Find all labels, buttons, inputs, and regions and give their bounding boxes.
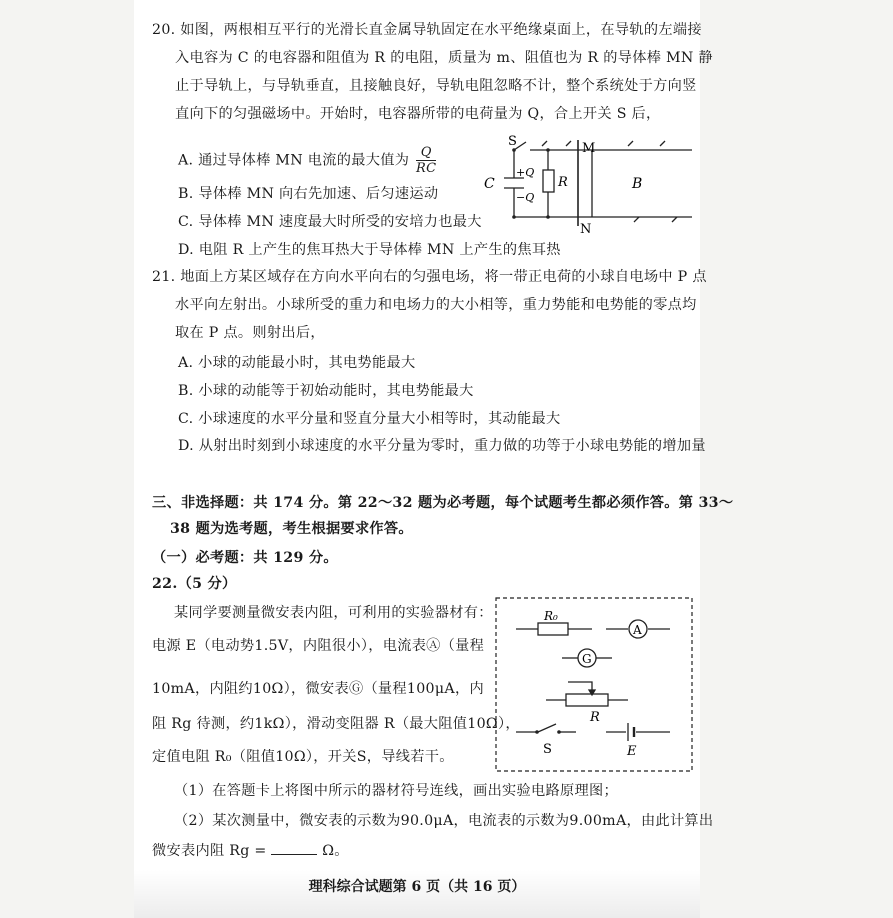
q22-line-5: 定值电阻 R₀（阻值10Ω），开关S，导线若干。	[152, 749, 454, 765]
q20-label-m: M	[582, 141, 596, 156]
q22-part-3-suffix: Ω。	[322, 843, 349, 859]
q22-part-3-prefix: 微安表内阻 Rg =	[152, 843, 267, 859]
q22-part-3	[152, 842, 349, 860]
q20-fraction-numerator: Q	[416, 145, 436, 161]
q22-label-r0: R₀	[544, 609, 558, 623]
q20-label-c: C	[484, 176, 495, 192]
q22-label-s: S	[543, 742, 552, 757]
page-footer: 理科综合试题第 6 页（共 16 页）	[308, 879, 526, 895]
q21-option-a: A. 小球的动能最小时，其电势能最大	[178, 355, 416, 371]
q20-option-a-text: A. 通过导体棒 MN 电流的最大值为	[178, 152, 410, 169]
q20-line-3: 止于导轨上，与导轨垂直，且接触良好，导轨电阻忽略不计，整个系统处于方向竖	[175, 78, 697, 94]
q20-label-minus-q: −Q	[516, 191, 535, 204]
q22-part-1: （1）在答题卡上将图中所示的器材符号连线，画出实验电路原理图；	[174, 783, 618, 799]
section3-subheading: （一）必考题：共 129 分。	[152, 550, 338, 566]
q22-label-a: A	[633, 623, 642, 637]
q20-fraction-denominator: RC	[416, 161, 437, 176]
q20-circuit-diagram	[482, 130, 698, 236]
q20-option-a	[178, 145, 436, 176]
q22-line-2: 电源 E（电动势1.5V，内阻很小），电流表Ⓐ（量程	[152, 638, 485, 654]
q20-label-r: R	[558, 175, 568, 190]
q21-line-1: 21. 地面上方某区域存在方向水平向右的匀强电场，将一带正电荷的小球自电场中 P 点	[152, 269, 707, 285]
q20-option-d: D. 电阻 R 上产生的焦耳热大于导体棒 MN 上产生的焦耳热	[178, 242, 561, 258]
q22-header: 22.（5 分）	[152, 576, 237, 592]
q20-label-n: N	[580, 222, 592, 236]
q21-line-3: 取在 P 点。则射出后，	[175, 325, 325, 341]
q20-option-a-fraction	[416, 145, 436, 176]
q22-line-4: 阻 Rg 待测，约1kΩ），滑动变阻器 R（最大阻值10Ω），	[152, 716, 520, 732]
q22-label-r: R	[590, 710, 600, 725]
q21-option-c: C. 小球速度的水平分量和竖直分量大小相等时，其动能最大	[178, 411, 561, 427]
q21-line-2: 水平向左射出。小球所受的重力和电场力的大小相等，重力势能和电势能的零点均	[175, 297, 697, 313]
q22-answer-blank[interactable]	[271, 842, 317, 855]
q22-part-2: （2）某次测量中，微安表的示数为90.0μA，电流表的示数为9.00mA，由此计算出	[174, 813, 714, 829]
q20-option-c: C. 导体棒 MN 速度最大时所受的安培力也最大	[178, 214, 482, 230]
q20-line-4: 直向下的匀强磁场中。开始时，电容器所带的电荷量为 Q，合上开关 S 后，	[175, 106, 661, 122]
q20-label-s: S	[508, 134, 517, 149]
q20-line-1: 20. 如图，两根相互平行的光滑长直金属导轨固定在水平绝缘桌面上，在导轨的左端接	[152, 22, 702, 38]
q22-component-diagram	[494, 596, 694, 774]
section3-line-1: 三、非选择题：共 174 分。第 22～32 题为必考题，每个试题考生都必须作答。第 33～	[152, 495, 734, 511]
q22-label-e: E	[627, 744, 637, 759]
q22-line-3: 10mA，内阻约10Ω），微安表Ⓖ（量程100μA，内	[152, 681, 484, 697]
q22-line-1: 某同学要测量微安表内阻，可利用的实验器材有：	[174, 605, 493, 621]
q20-label-b: B	[632, 176, 643, 192]
q20-line-2: 入电容为 C 的电容器和阻值为 R 的电阻，质量为 m、阻值也为 R 的导体棒 MN 静	[175, 50, 713, 66]
q20-label-plus-q: +Q	[516, 166, 535, 179]
q20-option-b: B. 导体棒 MN 向右先加速、后匀速运动	[178, 186, 439, 202]
q21-option-b: B. 小球的动能等于初始动能时，其电势能最大	[178, 383, 474, 399]
q21-option-d: D. 从射出时刻到小球速度的水平分量为零时，重力做的功等于小球电势能的增加量	[178, 438, 706, 454]
q22-label-g: G	[582, 652, 592, 666]
section3-line-2: 38 题为选考题，考生根据要求作答。	[170, 521, 413, 537]
